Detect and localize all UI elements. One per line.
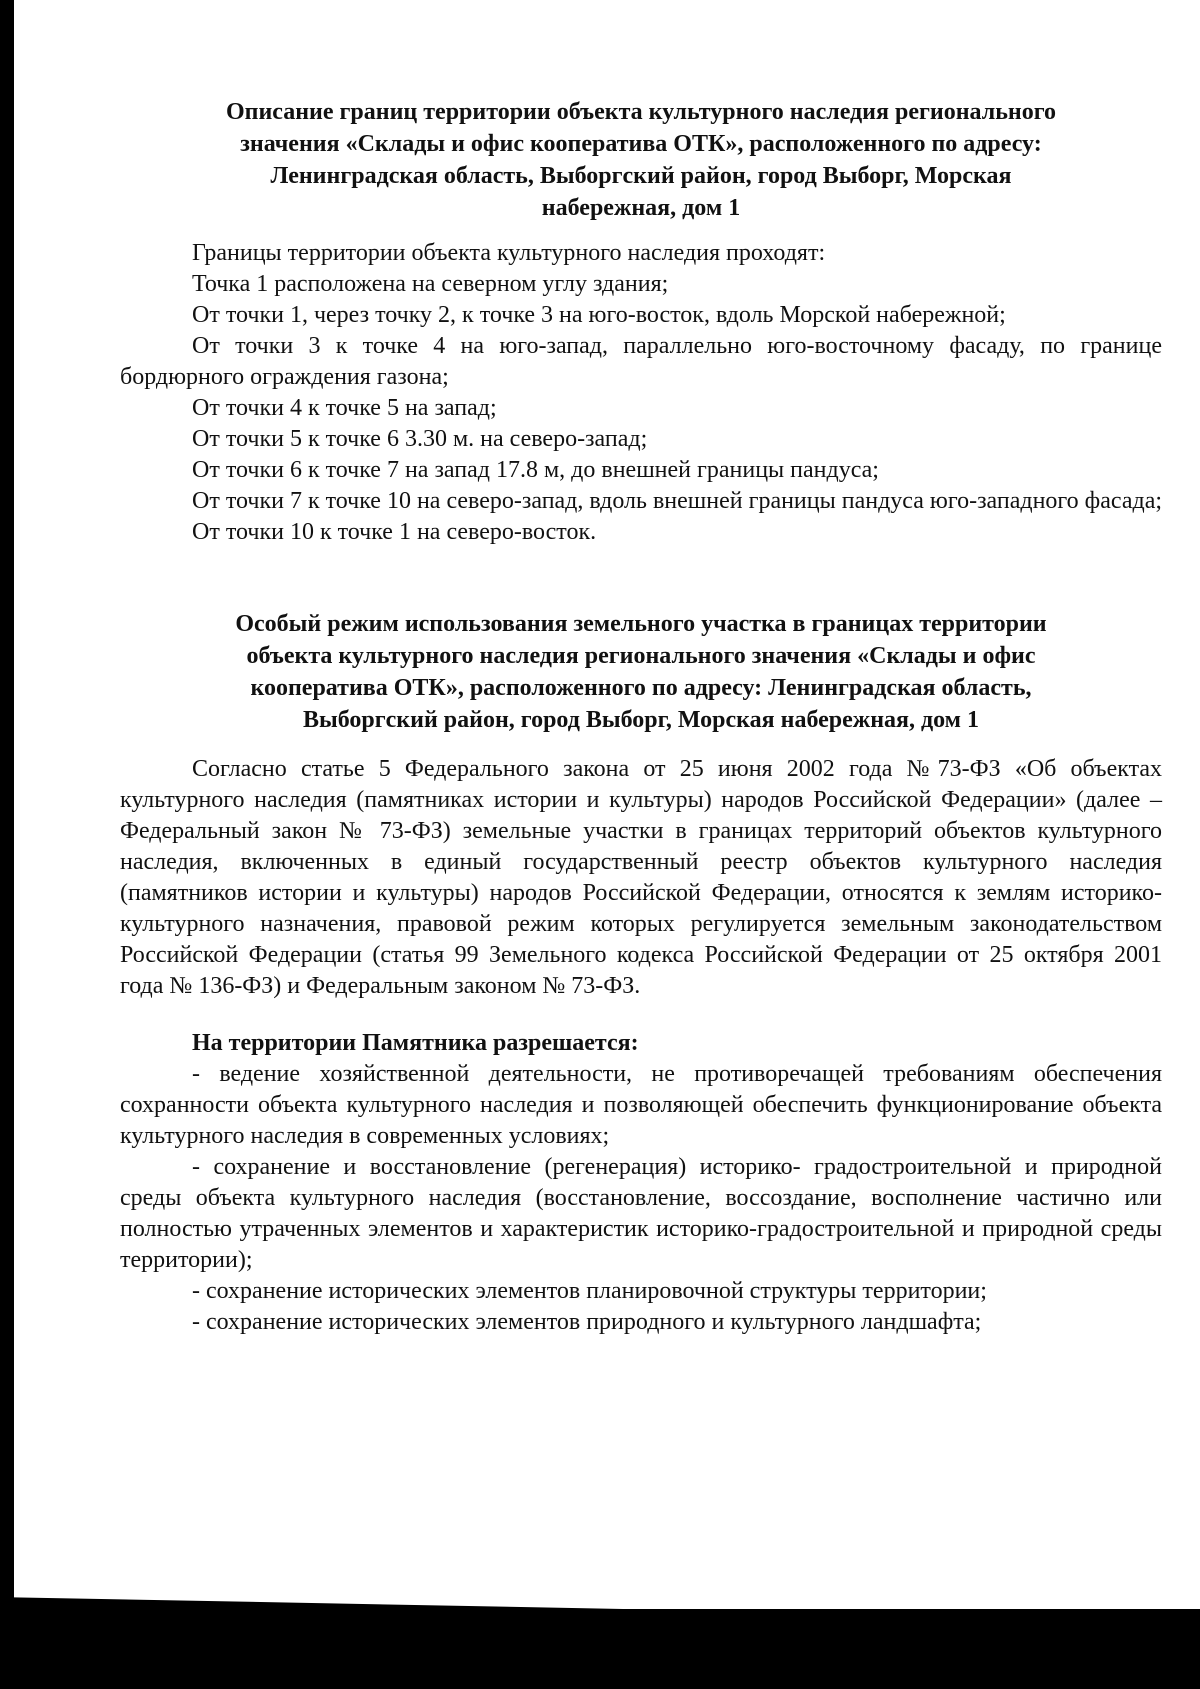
- boundary-item: От точки 7 к точке 10 на северо-запад, вдоль внешней границы пандуса юго-западного фасада;: [192, 488, 1163, 514]
- section1-title: [120, 96, 1162, 224]
- boundary-item: От точки 1, через точку 2, к точке 3 на юго-восток, вдоль Морской набережной;: [192, 302, 1006, 328]
- section-spacer: [120, 548, 1162, 608]
- document-content: [120, 96, 1162, 1338]
- boundary-item: Точка 1 расположена на северном углу здания;: [192, 271, 669, 297]
- section1-title-line: значения «Склады и офис кооператива ОТК», расположенного по адресу:: [240, 131, 1042, 157]
- legal-basis-paragraph: Согласно статье 5 Федерального закона от 25 июня 2002 года №73-ФЗ «Об объектах культурного наследия (памятниках истории и культуры) народов Российской Федерации» (далее – Федеральный закон № 73-ФЗ) земельные участки в границах территорий объектов культурного наследия, включенных в единый государственный реестр объектов культурного наследия (памятников истории и культуры) народов Российской Федерации, относятся к землям историко-культурного назначения, правовой режим которых регулируется земельным законодательством Российской Федерации (статья 99 Земельного кодекса Российской Федерации от 25 октября 2001 года № 136-ФЗ) и Федеральным законом № 73-ФЗ.: [120, 756, 1162, 999]
- boundary-item: От точки 6 к точке 7 на запад 17.8 м, до внешней границы пандуса;: [192, 457, 879, 483]
- scan-bottom-edge: [0, 1609, 1200, 1689]
- boundary-item: Границы территории объекта культурного наследия проходят:: [192, 240, 826, 266]
- section2-title-line: объекта культурного наследия регионального значения «Склады и офис: [246, 643, 1036, 669]
- allowed-item: - сохранение исторических элементов природного и культурного ландшафта;: [192, 1309, 982, 1335]
- boundary-item: От точки 4 к точке 5 на запад;: [192, 395, 497, 421]
- section1-title-line: Ленинградская область, Выборгский район, город Выборг, Морская: [270, 163, 1012, 189]
- section1-title-line: набережная, дом 1: [541, 195, 741, 221]
- allowed-heading: На территории Памятника разрешается:: [192, 1030, 639, 1056]
- boundary-item: От точки 10 к точке 1 на северо-восток.: [192, 519, 597, 545]
- allowed-item: - ведение хозяйственной деятельности, не противоречащей требованиям обеспечения сохранности объекта культурного наследия и позволяющей обеспечить функционирование объекта культурного наследия в современных условиях;: [120, 1061, 1162, 1149]
- section2-title-line: Особый режим использования земельного участка в границах территории: [235, 611, 1047, 637]
- scan-left-edge: [0, 0, 14, 1689]
- allowed-activities-list: [120, 1059, 1162, 1338]
- allowed-item: - сохранение исторических элементов планировочной структуры территории;: [192, 1278, 987, 1304]
- section2-title-line: кооператива ОТК», расположенного по адресу: Ленинградская область,: [250, 675, 1032, 701]
- boundary-item: От точки 3 к точке 4 на юго-запад, параллельно юго-восточному фасаду, по границе бордюрного ограждения газона;: [120, 333, 1162, 390]
- boundary-item: От точки 5 к точке 6 3.30 м. на северо-запад;: [192, 426, 648, 452]
- section2-title-line: Выборгский район, город Выборг, Морская набережная, дом 1: [302, 707, 980, 733]
- boundary-description-list: [120, 238, 1162, 548]
- section2-title: [120, 608, 1162, 736]
- allowed-item: - сохранение и восстановление (регенерация) историко- градостроительной и природной среды объекта культурного наследия (восстановление, воссоздание, восполнение частично или полностью утраченных элементов и характеристик историко-градостроительной и природной среды территории);: [120, 1154, 1162, 1273]
- section1-title-line: Описание границ территории объекта культурного наследия регионального: [225, 99, 1057, 125]
